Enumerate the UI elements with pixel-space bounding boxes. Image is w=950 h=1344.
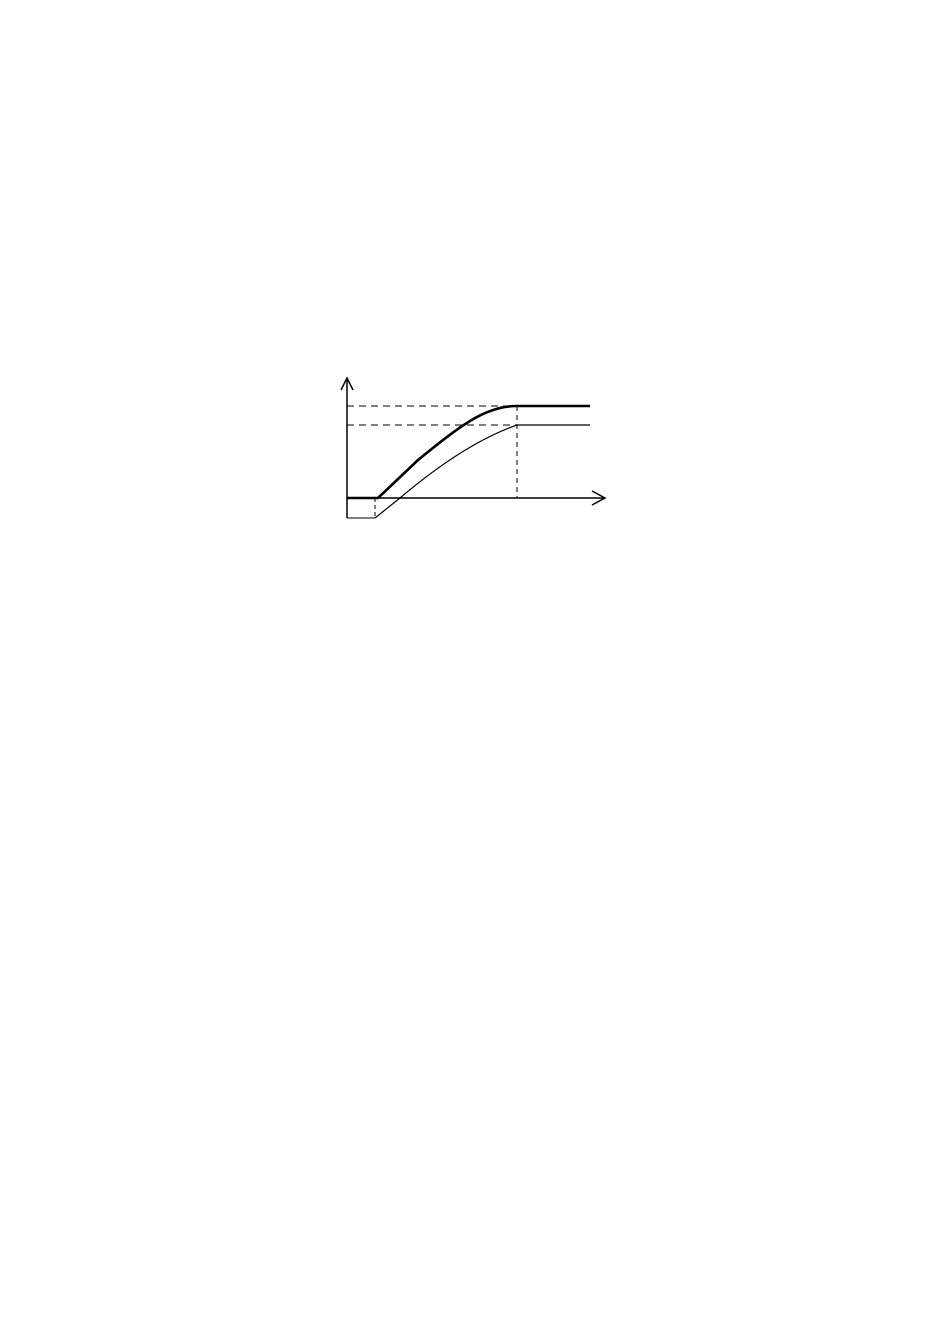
photosynthesis-curve (347, 406, 590, 498)
co2-relationship-graph (300, 368, 612, 542)
figure-6 (300, 368, 612, 542)
